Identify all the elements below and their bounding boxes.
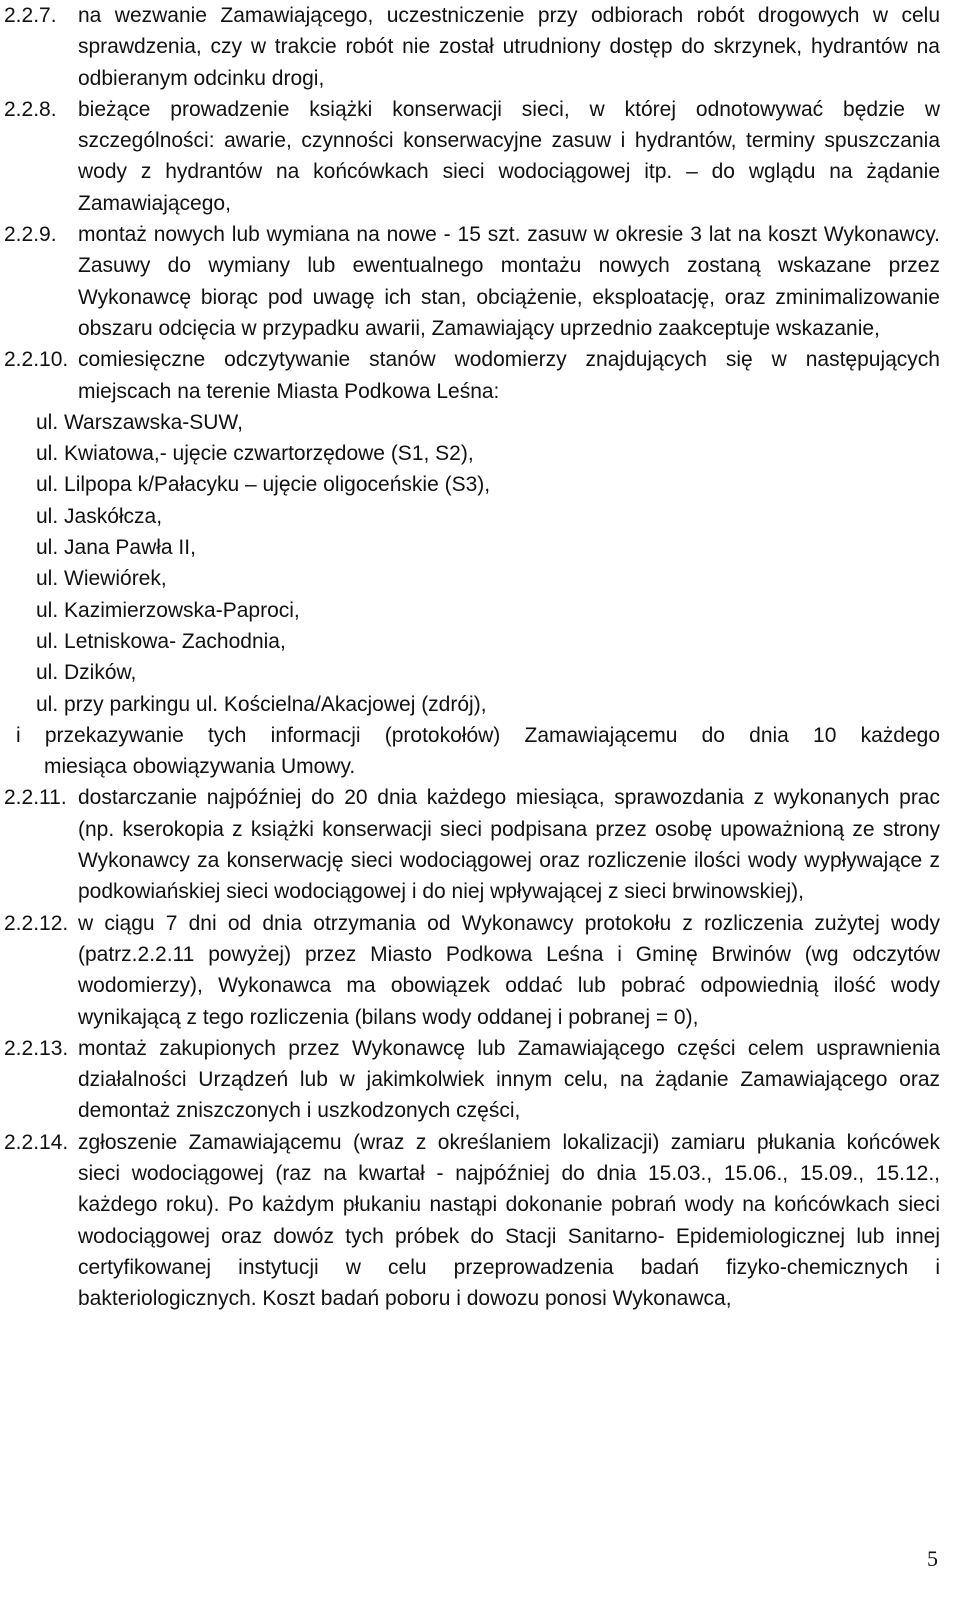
item-number: 2.2.14.	[4, 1130, 69, 1154]
list-item-2-2-13	[4, 1033, 940, 1127]
meter-location: ul. Jaskółcza,	[36, 504, 163, 528]
item-text: comiesięczne odczytywanie stanów wodomierzy znajdujących się w następujących miejscach na terenie Miasta Podkowa Leśna:	[78, 348, 940, 403]
list-item-2-2-8	[4, 94, 940, 219]
meter-location: ul. Warszawska-SUW,	[36, 410, 243, 434]
list-item-2-2-12	[4, 908, 940, 1033]
item-number: 2.2.11.	[4, 786, 67, 810]
meter-location: ul. przy parkingu ul. Kościelna/Akacjowej (zdrój),	[36, 692, 487, 716]
item-number: 2.2.9.	[4, 223, 57, 247]
item-text: na wezwanie Zamawiającego, uczestniczenie przy odbiorach robót drogowych w celu sprawdzenia, czy w trakcie robót nie został utrudniony dostęp do skrzynek, hydrantów na odbieranym odcinku drogi,	[78, 4, 940, 90]
meter-location: ul. Dzików,	[36, 661, 137, 685]
item-text: bieżące prowadzenie książki konserwacji sieci, w której odnotowywać będzie w szczególności: awarie, czynności konserwacyjne zasuw i hydrantów, terminy spuszczania wody z hydrantów na końcówkach sieci wodociągowej itp. – do wglądu na żądanie Zamawiającego,	[78, 97, 940, 215]
item-number: 2.2.7.	[4, 4, 57, 27]
meter-location: ul. Kwiatowa,- ujęcie czwartorzędowe (S1, S2),	[36, 442, 474, 466]
item-number: 2.2.12.	[4, 911, 69, 935]
item-text: zgłoszenie Zamawiającemu (wraz z określaniem lokalizacji) zamiaru płukania końcówek sieci wodociągowej (raz na kwartał - najpóźniej do dnia 15.03., 15.06., 15.09., 15.12., każdego roku). Po każdym płukaniu nastąpi dokonanie pobrań wody na końcówkach sieci wodociągowej oraz dowóz tych próbek do Stacji Sanitarno- Epidemiologicznej lub innej certyfikowanej instytucji w celu przeprowadzenia badań fizyko-chemicznych i bakteriologicznych. Koszt badań poboru i dowozu ponosi Wykonawca,	[78, 1130, 940, 1311]
list-item-2-2-7	[4, 0, 940, 94]
continuation-line: i przekazywanie tych informacji (protokołów) Zamawiającemu do dnia 10 każdego	[16, 723, 940, 747]
item-number: 2.2.10.	[4, 348, 69, 372]
meter-location: ul. Lilpopa k/Pałacyku – ujęcie oligoceńskie (S3),	[36, 473, 491, 497]
meter-locations-list	[4, 407, 940, 720]
item-number: 2.2.8.	[4, 97, 57, 121]
item-number: 2.2.13.	[4, 1036, 69, 1060]
item-text: w ciągu 7 dni od dnia otrzymania od Wykonawcy protokołu z rozliczenia zużytej wody (patrz.2.2.11 powyżej) przez Miasto Podkowa Leśna i Gminę Brwinów (wg odczytów wodomierzy), Wykonawca ma obowiązek oddać lub pobrać odpowiednią ilość wody wynikającą z tego rozliczenia (bilans wody oddanej i pobranej = 0),	[78, 911, 940, 1029]
meter-location: ul. Letniskowa- Zachodnia,	[36, 629, 286, 653]
page-number: 5	[927, 1546, 938, 1571]
item-text: montaż zakupionych przez Wykonawcę lub Zamawiającego części celem usprawnienia działalności Urządzeń lub w jakimkolwiek innym celu, na żądanie Zamawiającego oraz demontaż zniszczonych i uszkodzonych części,	[78, 1036, 940, 1123]
item-2-2-10-continuation	[4, 720, 940, 783]
meter-location: ul. Kazimierzowska-Paproci,	[36, 598, 300, 622]
list-item-2-2-11	[4, 782, 940, 907]
continuation-line: miesiąca obowiązywania Umowy.	[44, 755, 356, 779]
list-item-2-2-10	[4, 344, 940, 407]
document-body	[4, 0, 940, 1314]
list-item-2-2-9	[4, 219, 940, 344]
meter-location: ul. Wiewiórek,	[36, 567, 167, 591]
item-text: dostarczanie najpóźniej do 20 dnia każdego miesiąca, sprawozdania z wykonanych prac (np. kserokopia z książki konserwacji sieci podpisana przez osobę upoważnioną ze strony Wykonawcy za konserwację sieci wodociągowej oraz rozliczenie ilości wody wypływające z podkowiańskiej sieci wodociągowej i do niej wpływającej z sieci brwinowskiej),	[78, 786, 940, 904]
meter-location: ul. Jana Pawła II,	[36, 536, 196, 560]
list-item-2-2-14	[4, 1127, 940, 1315]
item-text: montaż nowych lub wymiana na nowe - 15 szt. zasuw w okresie 3 lat na koszt Wykonawcy. Zasuwy do wymiany lub ewentualnego montażu nowych zostaną wskazane przez Wykonawcę biorąc pod uwagę ich stan, obciążenie, eksploatację, oraz zminimalizowanie obszaru odcięcia w przypadku awarii, Zamawiający uprzednio zaakceptuje wskazanie,	[78, 223, 940, 340]
